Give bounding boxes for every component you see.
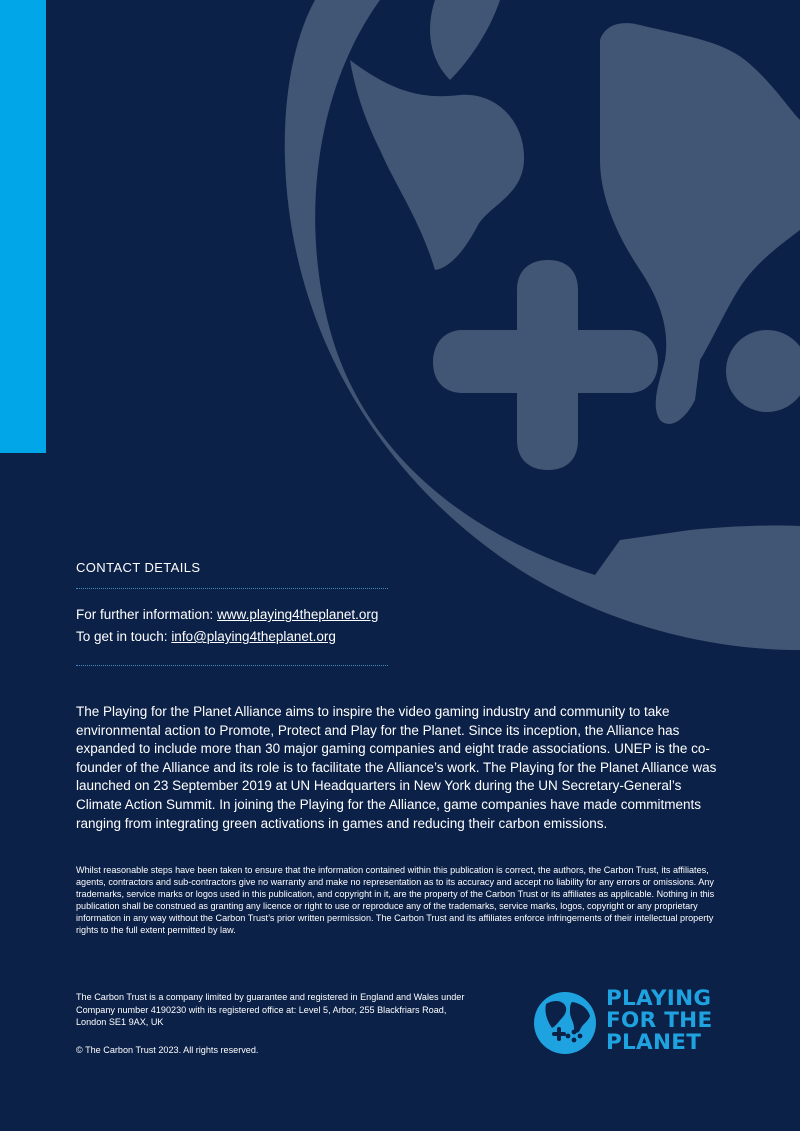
disclaimer: Whilst reasonable steps have been taken to ensure that the information contained within this publication is correct, the authors, the Carbon Trust, its affiliates, agents, contractors and sub-contractors give no warranty and make no representation as to its accuracy and accept no liability for any errors or omissions. Any trademarks, service marks or logos used in this publication, and copyright in it, are the property of the Carbon Trust or its affiliates as applicable. Nothing in this publication shall be construed as granting any licence or right to use or reproduce any of the trademarks, service marks, logos, copyright or any proprietary information in any way without the Carbon Trust’s prior written permission. The Carbon Trust and its affiliates enforce infringements of their intellectual property rights to the full extent permitted by law. xyxy=(76,865,715,936)
playing-for-the-planet-logo xyxy=(532,988,732,1058)
company-registration: The Carbon Trust is a company limited by guarantee and registered in England and Wales under Company number 4190230 with its registered office at: Level 5, Arbor, 255 Blackfriars Road, London SE1 9AX, UK xyxy=(76,992,465,1028)
further-info-label: For further information: xyxy=(76,607,218,622)
logo-wordmark xyxy=(606,988,712,1054)
email-link[interactable]: info@playing4theplanet.org xyxy=(171,629,336,644)
logo-line: PLANET xyxy=(606,1030,702,1055)
get-in-touch-label: To get in touch: xyxy=(76,629,172,644)
logo-line: FOR THE xyxy=(606,1008,713,1033)
divider xyxy=(76,665,388,666)
logo-line: PLAYING xyxy=(606,986,712,1011)
copyright: © The Carbon Trust 2023. All rights reserved. xyxy=(76,1045,259,1055)
divider xyxy=(76,588,388,589)
contact-heading: CONTACT DETAILS xyxy=(76,560,201,575)
get-in-touch-line xyxy=(76,629,336,644)
alliance-description: The Playing for the Planet Alliance aims to inspire the video gaming industry and community to take environmental action to Promote, Protect and Play for the Planet. Since its inception, the Alliance has expanded to include more than 30 major gaming companies and eight trade associations. UNEP is the co-founder of the Alliance and its role is to facilitate the Alliance’s work. The Playing for the Planet Alliance was launched on 23 September 2019 at UN Headquarters in New York during the UN Secretary-General’s Climate Action Summit. In joining the Playing for the Alliance, game companies have made commitments ranging from integrating green activations in games and reducing their carbon emissions. xyxy=(76,704,717,831)
website-link[interactable]: www.playing4theplanet.org xyxy=(217,607,379,622)
further-info-line xyxy=(76,607,378,622)
globe-gamepad-icon xyxy=(532,990,598,1056)
